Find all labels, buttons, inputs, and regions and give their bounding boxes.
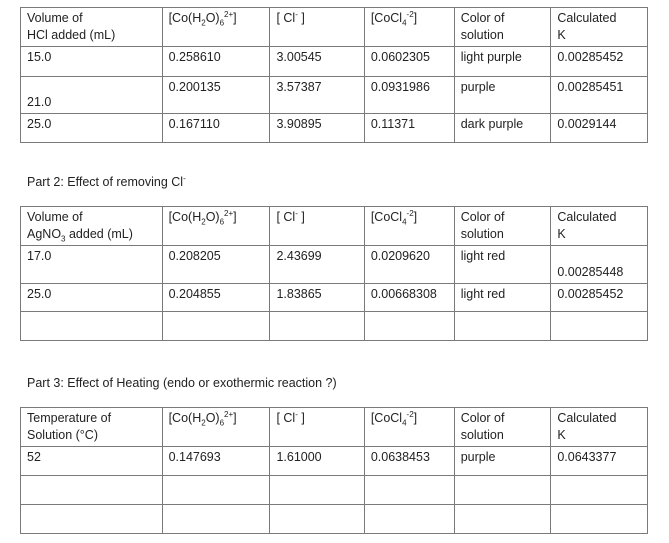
cell-co-complex (162, 476, 270, 505)
cell-k: 0.00285452 (551, 47, 648, 77)
table-row (21, 476, 648, 505)
cell-cocl4: 0.11371 (364, 114, 454, 143)
cell-volume (21, 312, 163, 341)
cell-cocl4: 0.00668308 (364, 284, 454, 312)
cell-chloride: 1.83865 (270, 284, 364, 312)
cell-k: 0.00285451 (551, 77, 648, 114)
cell-color: light red (454, 246, 551, 284)
cell-cocl4 (364, 505, 454, 534)
cell-k: 0.0643377 (551, 447, 648, 476)
header-co-complex: $[Co(H_2O)_6^{2+}]$ (162, 207, 270, 246)
agno3-table (20, 206, 648, 341)
header-k: Calculated K (551, 207, 648, 246)
cell-cocl4 (364, 312, 454, 341)
cell-chloride (270, 505, 364, 534)
cell-color: dark purple (454, 114, 551, 143)
part2-title: Part 2: Effect of removing Cl- (27, 173, 186, 189)
cell-volume: 21.0 (21, 77, 163, 114)
header-color: Color of solution (454, 8, 551, 47)
header-color: Color of solution (454, 408, 551, 447)
table-row (21, 77, 648, 114)
cell-chloride (270, 476, 364, 505)
cell-cocl4: 0.0931986 (364, 77, 454, 114)
cell-chloride: 3.57387 (270, 77, 364, 114)
cell-co-complex: 0.200135 (162, 77, 270, 114)
cell-color (454, 312, 551, 341)
header-co-complex: $[Co(H_2O)_6^{2+}]$ (162, 8, 270, 47)
cell-k (551, 505, 648, 534)
cell-k (551, 312, 648, 341)
cell-cocl4: 0.0602305 (364, 47, 454, 77)
cell-cocl4: 0.0209620 (364, 246, 454, 284)
header-cocl4: [CoCl$_4^{-2}$] (364, 8, 454, 47)
table-row (21, 505, 648, 534)
cell-color: purple (454, 77, 551, 114)
cell-temperature (21, 505, 163, 534)
cell-volume: 17.0 (21, 246, 163, 284)
cell-color: purple (454, 447, 551, 476)
header-cocl4: [CoCl$_4^{-2}$] (364, 207, 454, 246)
temperature-table (20, 407, 648, 534)
header-color: Color of solution (454, 207, 551, 246)
cell-color: light purple (454, 47, 551, 77)
cell-color (454, 505, 551, 534)
table-row (21, 114, 648, 143)
header-chloride: [ Cl- ] (270, 8, 364, 47)
cell-co-complex (162, 312, 270, 341)
cell-k: 0.00285448 (551, 246, 648, 284)
table-row (21, 47, 648, 77)
header-temperature: Temperature of Solution (°C) (21, 408, 163, 447)
cell-k: 0.00285452 (551, 284, 648, 312)
header-k: Calculated K (551, 8, 648, 47)
cell-co-complex: 0.258610 (162, 47, 270, 77)
table-header-row (21, 408, 648, 447)
cell-volume: 15.0 (21, 47, 163, 77)
cell-co-complex: 0.147693 (162, 447, 270, 476)
cell-chloride: 1.61000 (270, 447, 364, 476)
hcl-table (20, 7, 648, 143)
header-chloride: [ Cl- ] (270, 207, 364, 246)
header-k: Calculated K (551, 408, 648, 447)
cell-color (454, 476, 551, 505)
table-header-row (21, 8, 648, 47)
cell-volume: 25.0 (21, 284, 163, 312)
cell-chloride: 3.90895 (270, 114, 364, 143)
cell-chloride: 2.43699 (270, 246, 364, 284)
header-volume: Volume of HCl added (mL) (21, 8, 163, 47)
cell-k (551, 476, 648, 505)
cell-co-complex: 0.208205 (162, 246, 270, 284)
header-volume: Volume of AgNO$_3$ added (mL) (21, 207, 163, 246)
part3-title: Part 3: Effect of Heating (endo or exothermic reaction ?) (27, 376, 337, 390)
cell-chloride (270, 312, 364, 341)
cell-temperature (21, 476, 163, 505)
header-cocl4: [CoCl$_4^{-2}$] (364, 408, 454, 447)
cell-k: 0.0029144 (551, 114, 648, 143)
cell-temperature: 52 (21, 447, 163, 476)
cell-color: light red (454, 284, 551, 312)
cell-co-complex (162, 505, 270, 534)
table-row (21, 284, 648, 312)
header-chloride: [ Cl- ] (270, 408, 364, 447)
cell-cocl4: 0.0638453 (364, 447, 454, 476)
table-row (21, 246, 648, 284)
cell-cocl4 (364, 476, 454, 505)
cell-co-complex: 0.204855 (162, 284, 270, 312)
cell-volume: 25.0 (21, 114, 163, 143)
table-row (21, 447, 648, 476)
table-header-row (21, 207, 648, 246)
table-row (21, 312, 648, 341)
header-co-complex: $[Co(H_2O)_6^{2+}]$ (162, 408, 270, 447)
cell-chloride: 3.00545 (270, 47, 364, 77)
cell-co-complex: 0.167110 (162, 114, 270, 143)
